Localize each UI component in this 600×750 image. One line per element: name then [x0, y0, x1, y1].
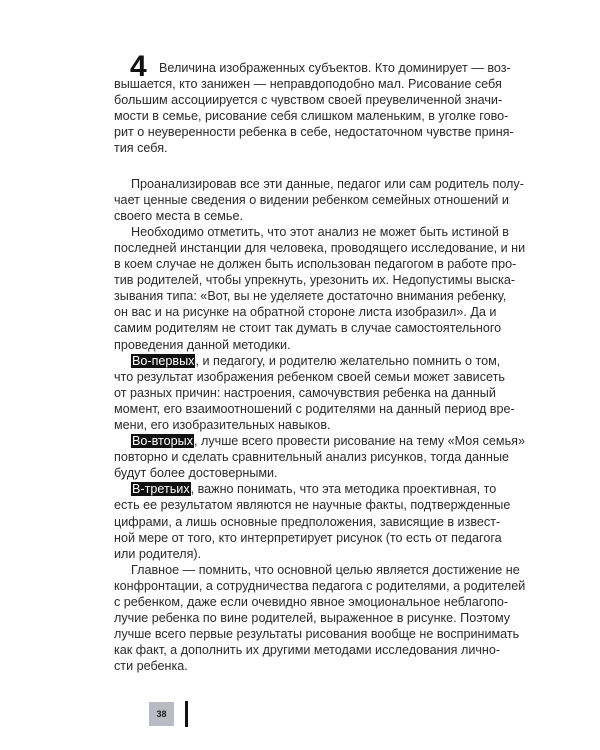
text-line	[114, 256, 517, 272]
text-line	[114, 76, 502, 92]
text-line	[114, 60, 511, 76]
text-line	[114, 320, 502, 336]
text-line	[114, 385, 496, 401]
paragraph	[114, 50, 514, 157]
section-number: 4	[130, 50, 147, 83]
text-line	[114, 92, 503, 108]
line-text: повторно и сделать сравнительный анализ рисунков, тогда данные	[114, 450, 510, 465]
text-line	[114, 465, 490, 481]
line-text: зывания типа: «Вот, вы не уделяете достаточно внимания ребенку,	[114, 289, 507, 304]
line-text: лучше всего первые результаты рисования вообще не воспринимать	[114, 627, 520, 642]
line-text: большим ассоциируется с чувством своей преувеличенной значи-	[114, 93, 503, 108]
line-text: лучие ребенка по вине родителей, выраженное в рисунке. Поэтому	[114, 611, 511, 626]
paragraph	[114, 481, 511, 561]
line-text: самим родителям не стоит так думать в случае самостоятельного	[114, 321, 502, 336]
text-line	[114, 140, 490, 156]
text-line	[114, 304, 497, 320]
line-text: цифрами, а лишь основные предположения, зависящие в извест-	[114, 514, 501, 529]
highlighted-term: Во-вторых	[132, 434, 193, 449]
line-text: проведения данной методики.	[114, 337, 291, 352]
line-text: как факт, а дополнить их другими методами исследования лично-	[114, 643, 501, 658]
line-text: вышается, кто занижен — неправдоподобно мал. Рисование себя	[114, 77, 502, 92]
line-text: тив родителей, чтобы упрекнуть, урезонить их. Недопустимы выска-	[114, 273, 516, 288]
paragraph	[114, 176, 524, 224]
line-text: конфронтации, а сотрудничества педагога с родителями, а родителей	[114, 578, 526, 593]
text-line	[114, 272, 516, 288]
text-line	[114, 369, 505, 385]
line-text: мени, его изобразительных навыков.	[114, 417, 331, 432]
text-line	[114, 192, 509, 208]
text-line	[114, 546, 490, 562]
line-text: рит о неуверенности ребенка в себе, недостаточном чувстве приня-	[114, 125, 514, 140]
text-line	[114, 658, 490, 674]
highlighted-term: Во-первых	[132, 353, 195, 368]
line-text: момент, его взаимоотношений с родителями на данный период вре-	[114, 401, 515, 416]
line-text: последней инстанции для человека, проводящего исследование, и ни	[114, 240, 526, 255]
body-text	[114, 50, 526, 674]
text-line	[114, 481, 497, 497]
text-line	[114, 578, 526, 594]
text-line	[114, 337, 490, 353]
text-line	[114, 401, 515, 417]
text-line	[114, 610, 511, 626]
page-number-bar	[185, 701, 188, 727]
line-text: чает ценные сведения о видении ребенком семейных отношений и	[114, 192, 509, 207]
text-line	[114, 353, 501, 369]
highlighted-term: В-третьих	[132, 482, 190, 497]
text-line	[114, 594, 509, 610]
line-text: сти ребенка.	[114, 659, 188, 674]
line-text: от разных причин: настроения, самочувствия ребенка на данный	[114, 385, 496, 400]
line-text: ной мере от того, кто интерпретирует рисунок (то есть от педагога	[114, 530, 502, 545]
text-line	[114, 288, 507, 304]
paragraph	[114, 224, 526, 353]
line-text: будут более достоверными.	[114, 466, 278, 481]
line-text: он вас и на рисунке на обратной стороне листа изобразил». Да и	[114, 305, 497, 320]
line-text: что результат изображения ребенком своей семьи может зависеть	[114, 369, 505, 384]
text-line	[114, 514, 501, 530]
line-text: своего места в семье.	[114, 208, 243, 223]
line-text: есть ее результатом являются не научные факты, подтвержденные	[114, 498, 511, 513]
text-line	[114, 224, 509, 240]
text-line	[114, 530, 502, 546]
line-text: тия себя.	[114, 141, 168, 156]
text-line	[114, 433, 525, 449]
text-line	[114, 562, 520, 578]
page-number: 38	[149, 702, 174, 726]
paragraph	[114, 433, 525, 481]
line-text: Необходимо отметить, что этот анализ не может быть истиной в	[131, 224, 509, 239]
line-text: , и педагогу, и родителю желательно помнить о том,	[195, 353, 501, 368]
text-line	[114, 176, 524, 192]
line-text: Главное — помнить, что основной целью является достижение не	[131, 562, 520, 577]
line-text: или родителя).	[114, 546, 202, 561]
text-line	[114, 108, 509, 124]
line-text: в коем случае не должен быть использован педагогом в работе про-	[114, 257, 517, 272]
text-line	[114, 240, 526, 256]
text-line	[114, 497, 511, 513]
text-line	[114, 449, 510, 465]
text-line	[114, 417, 490, 433]
line-text: мости в семье, рисование себя слишком маленьким, в уголке гово-	[114, 109, 509, 124]
text-line	[114, 642, 501, 658]
paragraph	[114, 353, 515, 433]
text-line	[114, 208, 490, 224]
line-text: с ребенком, даже если очевидно явное эмоциональное неблагопо-	[114, 595, 509, 609]
line-text: , важно понимать, что эта методика проективная, то	[190, 482, 497, 497]
line-text: Проанализировав все эти данные, педагог или сам родитель полу-	[131, 176, 524, 191]
line-text: , лучше всего провести рисование на тему «Моя семья»	[194, 434, 525, 449]
line-text: Величина изображенных субъектов. Кто доминирует — воз-	[159, 61, 511, 75]
text-line	[114, 124, 514, 140]
text-line	[114, 626, 520, 642]
paragraph	[114, 562, 526, 675]
